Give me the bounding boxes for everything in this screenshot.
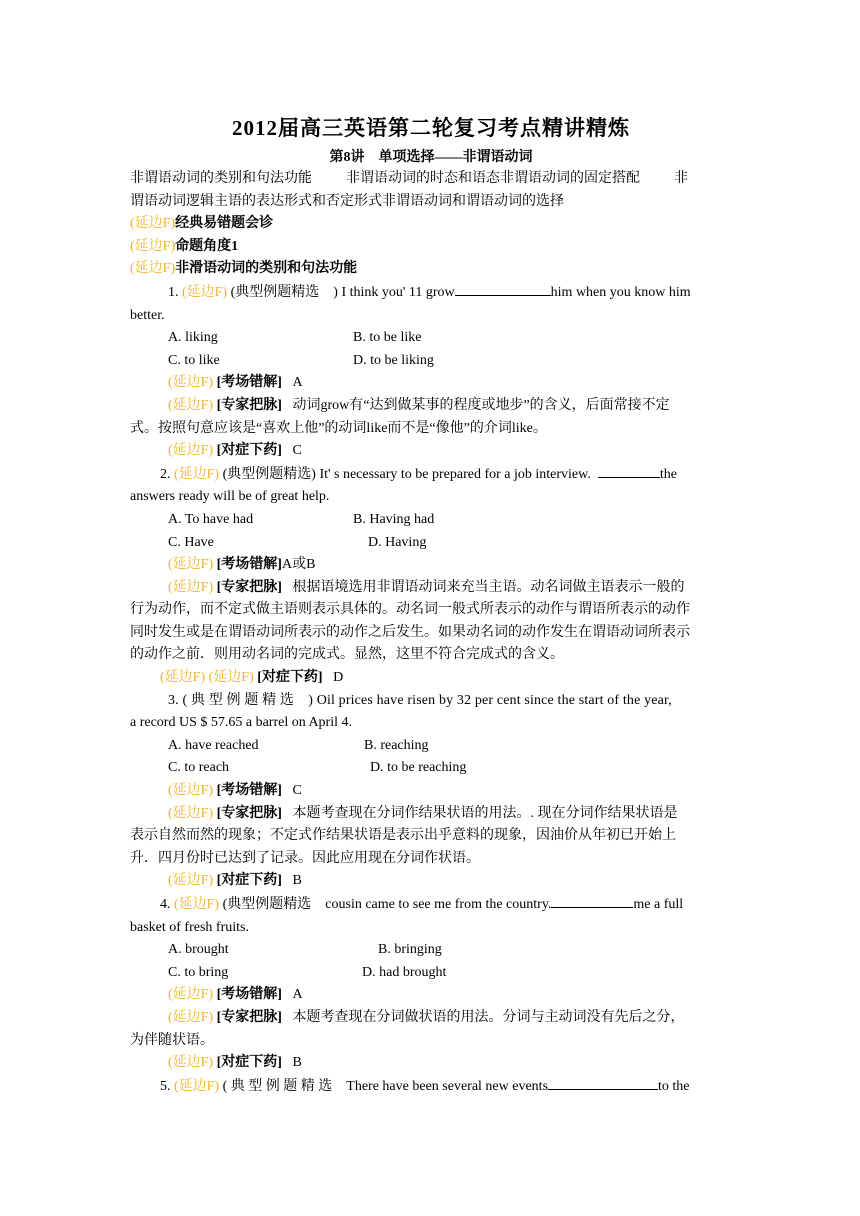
question-3: 3. ( 典 型 例 题 精 选 ) Oil prices have risen by 32 per cent since the start of the year, (168, 692, 672, 708)
expert-analysis: (延边F) [专家把脉] 本题考查现在分词做状语的用法。分词与主动词没有先后之分， (168, 1009, 685, 1025)
question-2: 2. (延边F) (典型例题精选) It' s necessary to be prepared for a job interview. the (130, 463, 732, 487)
section-heading: (延边F)非滑语动词的类别和句法功能 (130, 261, 358, 277)
question-1: 1. (延边F) (典型例题精选 ) I think you' 11 grow him when you know him (130, 281, 732, 305)
topic-1: 非谓语动词的类别和句法功能 (130, 171, 312, 186)
correct-answer: (延边F) [对症下药] B (168, 1055, 302, 1071)
topic-2: 非谓语动词的时态和语态非谓语动词的固定搭配 (346, 171, 640, 186)
expert-analysis: (延边F) [专家把脉] 本题考查现在分词作结果状语的用法。. 现在分词作结果状语是 (168, 805, 678, 821)
answer-blank (455, 281, 551, 296)
options-row: A. liking B. to be like (168, 330, 422, 346)
section-heading: (延边F)命题角度1 (130, 238, 239, 254)
answer-blank (551, 893, 633, 908)
options-row: C. to like D. to be liking (168, 352, 434, 368)
answer-blank (598, 463, 660, 478)
correct-answer: (延边F) [对症下药] B (168, 873, 302, 889)
source-tag: (延边F) (130, 216, 176, 232)
topic-4: 谓语动词逻辑主语的表达形式和否定形式非谓语动词和谓语动词的选择 (130, 193, 564, 209)
expert-analysis: (延边F) [专家把脉] 动词grow有“达到做某事的程度或地步”的含义，后面常接不定 (168, 397, 670, 413)
options-row: C. Have D. Having (168, 534, 427, 550)
question-5: 5. (延边F) ( 典 型 例 题 精 选 There have been several new events to the (130, 1075, 732, 1099)
options-row: A. brought B. bringing (168, 942, 442, 958)
exam-answer: (延边F) [考场错解] C (168, 783, 302, 799)
exam-answer: (延边F) [考场错解] A (168, 987, 303, 1003)
answer-blank (548, 1075, 658, 1090)
correct-answer: (延边F) [对症下药] C (168, 443, 302, 459)
options-row: A. To have had B. Having had (168, 511, 435, 527)
options-row: A. have reached B. reaching (168, 737, 429, 753)
topic-3: 非 (674, 171, 688, 186)
question-4: 4. (延边F) (典型例题精选 cousin came to see me from the country. me a full (130, 893, 732, 917)
options-row: C. to bring D. had brought (168, 964, 447, 980)
lesson-subtitle: 第8讲 单项选择——非谓语动词 (329, 150, 533, 165)
topic-list (130, 168, 732, 213)
correct-answer: (延边F) (延边F) [对症下药] D (160, 670, 344, 686)
source-tag: (延边F) (130, 238, 176, 254)
exam-answer: (延边F) [考场错解]A或B (168, 557, 316, 573)
document-title: 2012届高三英语第二轮复习考点精讲精炼 (232, 116, 630, 140)
exam-answer: (延边F) [考场错解] A (168, 375, 303, 391)
section-heading: (延边F)经典易错题会诊 (130, 216, 274, 232)
source-tag: (延边F) (130, 261, 176, 277)
expert-analysis: (延边F) [专家把脉] 根据语境选用非谓语动词来充当主语。动名词做主语表示一般的 (168, 579, 685, 595)
document-page: 2012届高三英语第二轮复习考点精讲精炼 第8讲 单项选择——非谓语动词 非谓语动词的类别和句法功能 非谓语动词的时态和语态非谓语动词的固定搭配 非 谓语动词逻辑主语的表达形式和否定形式非谓语动词和谓语动词的选择 (延边F)经典易错题会诊 (延边F)命题角度1 (延边F)非滑语动词的类别和句法功能 1. (延边F) (典型例题精选 ) I think you' 11 grow him when you know him better. A. liking B. to be like C. to like D. to be liking (延边F) [考场错解] A (延边F) [专家把脉] 动词grow有“达到做某事的程度或地步”的含义，后面常接不定 式。按照句意应该是“喜欢上他”的动词like而不是“像他”的介词like。 (延边F) [对症下药] C 2. (延边F) (典型例题精选) It' s necessary to be prepared for a job interview. the answers ready will be of great help. A. To have had B. Having had C. Have D. Having (延边F) [考场错解]A或B (延边F) [专家把脉] 根据语境选用非谓语动词来充当主语。动名词做主语表示一般的 行为动作，而不定式做主语则表示具体的。动名词一般式所表示的动作与谓语所表示的动作 同时发生或是在谓语动词所表示的动作之后发生。如果动名词的动作发生在谓语动词所表示 的动作之前．则用动名词的完成式。显然，这里不符合完成式的含义。 (延边F) (延边F) [对症下药] D 3. ( 典 型 例 题 精 选 ) Oil prices have risen by 32 per cent since the start of the year, a record US $ 57.65 a barrel on April 4. A. have reached B. reaching C. to reach D. to be reaching (延边F) [考场错解] C (延边F) [专家把脉] 本题考查现在分词作结果状语的用法。. 现在分词作结果状语是 表示自然而然的现象；不定式作结果状语是表示出乎意料的现象，因油价从年初已开始上 升．四月份时已达到了记录。因此应用现在分词作状语。 (延边F) [对症下药] B 4. (延边F) (典型例题精选 cousin came to see me from the country. me a full basket of fresh fruits. A. brought B. bringing C. to bring D. had brought (延边F) [考场错解] A (延边F) [专家把脉] 本题考查现在分词做状语的用法。分词与主动词没有先后之分， 为伴随状语。 (延边F) [对症下药] B 5. (延边F) ( 典 型 例 题 精 选 There have been several new events to the (130, 112, 732, 1098)
options-row: C. to reach D. to be reaching (168, 760, 467, 776)
